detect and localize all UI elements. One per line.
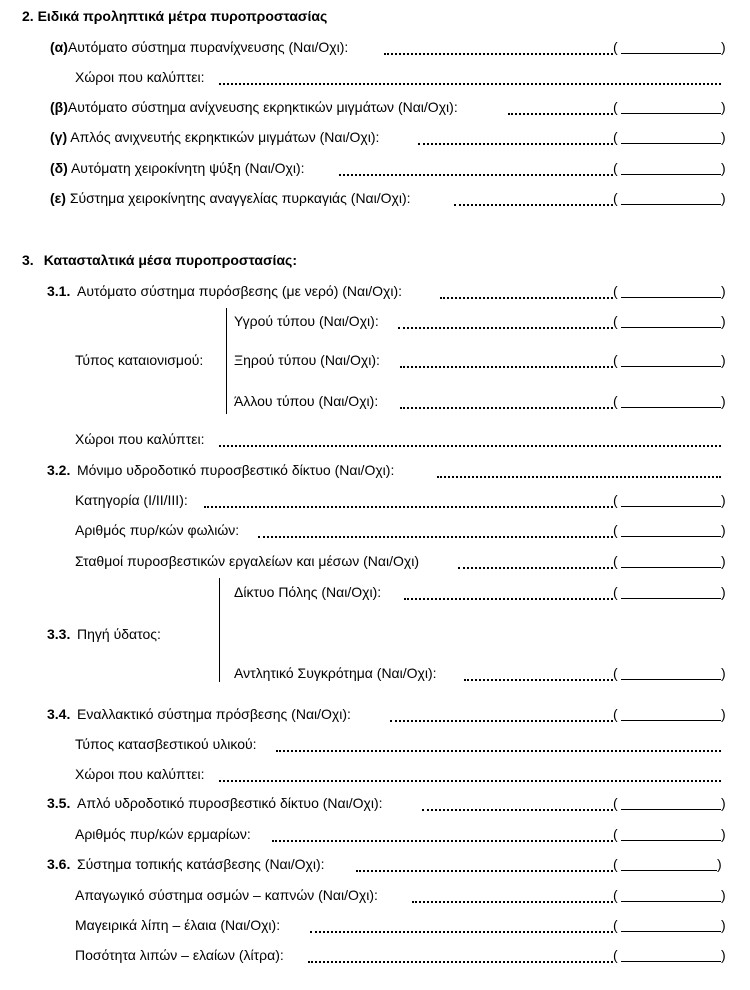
close-paren: ) — [721, 795, 726, 811]
open-paren: ( — [613, 393, 618, 409]
fill-line[interactable] — [310, 931, 613, 933]
item-number: 3.1. — [47, 283, 71, 299]
item-label: (γ) — [50, 129, 68, 145]
close-paren: ) — [721, 584, 726, 600]
fill-line[interactable] — [437, 476, 721, 478]
open-paren: ( — [613, 129, 618, 145]
open-paren: ( — [613, 39, 618, 55]
bracket-line — [219, 578, 220, 682]
answer-field[interactable] — [621, 598, 721, 599]
answer-field[interactable] — [621, 297, 721, 298]
answer-field[interactable] — [621, 720, 721, 721]
item-text: Εναλλακτικό σύστημα πρόσβεσης (Ναι/Οχι): — [77, 706, 351, 722]
item-3-1 — [47, 282, 402, 300]
close-paren: ) — [721, 283, 726, 299]
item-3-2 — [47, 461, 394, 479]
fill-line[interactable] — [400, 366, 613, 368]
fill-line[interactable] — [276, 750, 721, 752]
fill-line[interactable] — [454, 204, 613, 206]
open-paren: ( — [613, 917, 618, 933]
open-paren: ( — [613, 160, 618, 176]
answer-field[interactable] — [621, 53, 721, 54]
fill-line[interactable] — [356, 870, 613, 872]
open-paren: ( — [613, 665, 618, 681]
open-paren: ( — [613, 313, 618, 329]
fill-line[interactable] — [204, 506, 613, 508]
section-number: 3. — [22, 252, 34, 268]
close-paren: ) — [721, 393, 726, 409]
item-number: 3.2. — [47, 462, 71, 478]
hose-count-label: Αριθμός πυρ/κών φωλιών: — [75, 522, 240, 538]
answer-field[interactable] — [621, 809, 721, 810]
item-text: Σύστημα χειροκίνητης αναγγελίας πυρκαγιάς (Ναι/Οχι): — [69, 190, 411, 206]
fill-line[interactable] — [272, 840, 613, 842]
fill-line[interactable] — [384, 53, 613, 55]
section-title: Κατασταλτικά μέσα πυροπροστασίας: — [43, 252, 297, 268]
cooking-oils-label: Μαγειρικά λίπη – έλαια (Ναι/Οχι): — [75, 917, 281, 933]
item-text: Σύστημα τοπικής κατάσβεσης (Ναι/Οχι): — [77, 856, 325, 872]
item-3-4-area-label: Χώροι που καλύπτει: — [75, 766, 205, 782]
fill-line[interactable] — [390, 720, 613, 722]
item-2e — [50, 189, 411, 207]
open-paren: ( — [613, 887, 618, 903]
item-3-5 — [47, 794, 383, 812]
item-text: Αυτόματο σύστημα πυρανίχνευσης (Ναι/Οχι): — [67, 39, 349, 55]
item-2d — [50, 159, 305, 177]
item-text: Απλό υδροδοτικό πυροσβεστικό δίκτυο (Ναι/Οχι): — [77, 795, 383, 811]
fill-line[interactable] — [398, 327, 613, 329]
fill-line[interactable] — [400, 407, 613, 409]
sprinkler-wet-label: Υγρού τύπου (Ναι/Οχι): — [234, 313, 379, 329]
close-paren: ) — [721, 129, 726, 145]
item-2b — [50, 98, 458, 116]
item-2a-area-label: Χώροι που καλύπτει: — [75, 69, 205, 85]
category-label: Κατηγορία (I/II/III): — [75, 492, 188, 508]
fill-line[interactable] — [418, 143, 613, 145]
answer-field[interactable] — [621, 204, 721, 205]
sprinkler-other-label: Άλλου τύπου (Ναι/Οχι): — [234, 393, 379, 409]
item-3-4 — [47, 705, 351, 723]
close-paren: ) — [721, 826, 726, 842]
answer-field[interactable] — [621, 870, 717, 871]
item-text: Αυτόματο σύστημα πυρόσβεσης (με νερό) (Ναι/Οχι): — [77, 283, 403, 299]
item-text: Αυτόματο σύστημα ανίχνευσης εκρηκτικών μιγμάτων (Ναι/Οχι): — [67, 99, 458, 115]
answer-field[interactable] — [621, 536, 721, 537]
fill-line[interactable] — [412, 901, 613, 903]
item-number: 3.6. — [47, 856, 71, 872]
fill-line[interactable] — [464, 679, 613, 681]
open-paren: ( — [613, 492, 618, 508]
answer-field[interactable] — [621, 901, 721, 902]
answer-field[interactable] — [621, 327, 721, 328]
close-paren: ) — [721, 553, 726, 569]
item-text: Μόνιμο υδροδοτικό πυροσβεστικό δίκτυο (Ναι/Οχι): — [77, 462, 395, 478]
answer-field[interactable] — [621, 506, 721, 507]
answer-field[interactable] — [621, 840, 721, 841]
area-fill-line[interactable] — [219, 83, 721, 85]
fill-line[interactable] — [508, 113, 613, 115]
section-2-heading: 2. Ειδικά προληπτικά μέτρα πυροπροστασίας — [22, 8, 328, 24]
cabinet-count-label: Αριθμός πυρ/κών ερμαρίων: — [75, 826, 251, 842]
item-2c — [50, 128, 379, 146]
close-paren: ) — [721, 492, 726, 508]
answer-field[interactable] — [621, 113, 721, 114]
fill-line[interactable] — [440, 297, 613, 299]
answer-field[interactable] — [621, 961, 721, 962]
close-paren: ) — [721, 313, 726, 329]
close-paren: ) — [721, 522, 726, 538]
item-label: (δ) — [50, 160, 68, 176]
item-text: Απλός ανιχνευτής εκρηκτικών μιγμάτων (Ναι/Οχι): — [70, 129, 380, 145]
extinguishing-material-label: Τύπος κατασβεστικού υλικού: — [75, 736, 257, 752]
item-3-3 — [47, 625, 161, 643]
item-number: 3.5. — [47, 795, 71, 811]
bracket-line — [226, 308, 227, 414]
open-paren: ( — [613, 553, 618, 569]
fill-line[interactable] — [404, 598, 613, 600]
close-paren: ) — [721, 947, 726, 963]
answer-field[interactable] — [621, 931, 721, 932]
open-paren: ( — [613, 99, 618, 115]
item-label: (α) — [50, 39, 68, 55]
sprinkler-type-label: Τύπος καταιονισμού: — [75, 352, 204, 368]
fill-line[interactable] — [458, 567, 613, 569]
open-paren: ( — [613, 706, 618, 722]
open-paren: ( — [613, 795, 618, 811]
open-paren: ( — [613, 352, 618, 368]
item-label: (ε) — [50, 190, 66, 206]
exhaust-system-label: Απαγωγικό σύστημα οσμών – καπνών (Ναι/Οχι): — [75, 887, 378, 903]
answer-field[interactable] — [621, 366, 721, 367]
answer-field[interactable] — [621, 679, 721, 680]
open-paren: ( — [613, 190, 618, 206]
answer-field[interactable] — [621, 143, 721, 144]
item-2a — [50, 38, 348, 56]
close-paren: ) — [721, 887, 726, 903]
area-fill-line[interactable] — [219, 445, 721, 447]
area-fill-line[interactable] — [219, 780, 721, 782]
item-number: 3.4. — [47, 706, 71, 722]
close-paren: ) — [721, 665, 726, 681]
item-label: (β) — [50, 99, 68, 115]
open-paren: ( — [613, 856, 618, 872]
answer-field[interactable] — [621, 407, 721, 408]
close-paren: ) — [721, 706, 726, 722]
open-paren: ( — [613, 584, 618, 600]
close-paren: ) — [717, 856, 722, 872]
close-paren: ) — [721, 160, 726, 176]
section-3-heading — [22, 251, 297, 269]
close-paren: ) — [721, 39, 726, 55]
close-paren: ) — [721, 352, 726, 368]
answer-field[interactable] — [621, 174, 721, 175]
item-3-6 — [47, 855, 325, 873]
answer-field[interactable] — [621, 567, 721, 568]
fill-line[interactable] — [422, 809, 613, 811]
open-paren: ( — [613, 283, 618, 299]
close-paren: ) — [721, 190, 726, 206]
fill-line[interactable] — [308, 961, 613, 963]
pump-unit-label: Αντλητικό Συγκρότημα (Ναι/Οχι): — [234, 665, 437, 681]
close-paren: ) — [721, 99, 726, 115]
oil-quantity-label: Ποσότητα λιπών – ελαίων (λίτρα): — [75, 947, 284, 963]
open-paren: ( — [613, 826, 618, 842]
item-text: Αυτόματη χειροκίνητη ψύξη (Ναι/Οχι): — [70, 160, 305, 176]
open-paren: ( — [613, 947, 618, 963]
fill-line[interactable] — [258, 536, 613, 538]
close-paren: ) — [721, 917, 726, 933]
sprinkler-dry-label: Ξηρού τύπου (Ναι/Οχι): — [234, 352, 380, 368]
item-number: 3.3. — [47, 626, 71, 642]
item-text: Πηγή ύδατος: — [77, 626, 161, 642]
fill-line[interactable] — [339, 174, 613, 176]
item-3-1-area-label: Χώροι που καλύπτει: — [75, 431, 205, 447]
open-paren: ( — [613, 522, 618, 538]
stations-label: Σταθμοί πυροσβεστικών εργαλείων και μέσων (Ναι/Οχι) — [75, 553, 420, 569]
city-network-label: Δίκτυο Πόλης (Ναι/Οχι): — [234, 584, 382, 600]
